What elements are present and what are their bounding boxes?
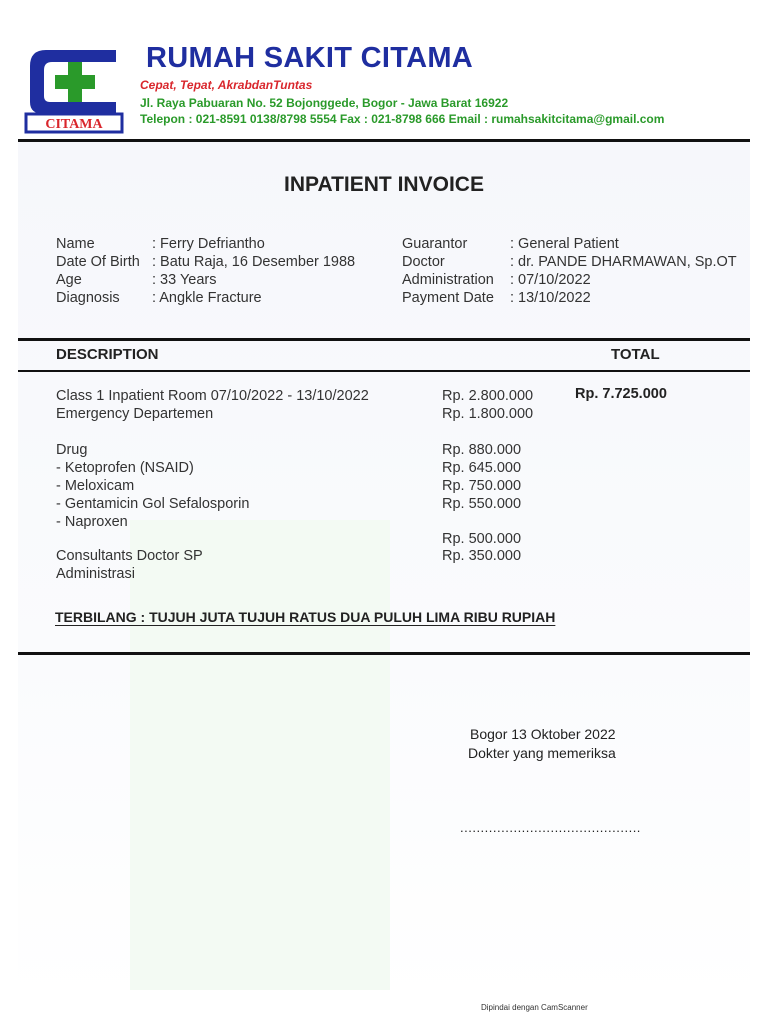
signature-place-date: Bogor 13 Oktober 2022 [470,726,616,742]
label: Payment Date [402,290,494,306]
header-divider [18,139,750,142]
hospital-name: RUMAH SAKIT CITAMA [146,42,474,74]
billing-info [402,236,737,308]
logo-text: CITAMA [45,117,103,132]
item-amount: Rp. 350.000 [442,548,522,564]
label: Date Of Birth [56,254,140,270]
patient-name-row [56,236,355,254]
doctor-row [402,254,737,272]
signature-role: Dokter yang memeriksa [468,745,616,761]
label: Age [56,272,82,288]
patient-info [56,236,355,308]
guarantor-row [402,236,737,254]
item-amount: Rp. 500.000 [442,531,522,547]
list-item: Consultants Doctor SP [56,548,203,564]
invoice-title: INPATIENT INVOICE [284,173,484,196]
patient-age: : 33 Years [152,272,217,288]
list-item: Administrasi [56,566,135,582]
label: Doctor [402,254,445,270]
hospital-tagline: Cepat, Tepat, AkrabdanTuntas [140,78,313,92]
scan-watermark-shade [130,520,390,990]
table-bottom-divider [18,652,750,655]
administration-row [402,272,737,290]
list-item: - Meloxicam [56,478,135,494]
item-amount: Rp. 2.800.000 [442,388,534,404]
label: Name [56,236,95,252]
payment-date-row [402,290,737,308]
total-header: TOTAL [611,346,660,363]
grand-total: Rp. 7.725.000 [575,386,667,402]
label: Diagnosis [56,290,120,306]
list-item: - Gentamicin Gol Sefalosporin [56,496,250,512]
list-item: Drug [56,442,88,458]
payment-date: : 13/10/2022 [510,290,591,306]
hospital-contact: Telepon : 021-8591 0138/8798 5554 Fax : 021-8798 666 Email : rumahsakitcitama@gmail.com [140,112,665,126]
patient-name: : Ferry Defriantho [152,236,265,252]
table-top-divider [18,338,750,341]
list-item: Emergency Departemen [56,406,214,422]
item-amount: Rp. 750.000 [442,478,522,494]
list-item: - Naproxen [56,514,128,530]
patient-diagnosis-row [56,290,355,308]
patient-dob: : Batu Raja, 16 Desember 1988 [152,254,356,270]
scanner-footnote: Dipindai dengan CamScanner [481,1003,588,1012]
patient-age-row [56,272,355,290]
label: Administration [402,272,494,288]
doctor: : dr. PANDE DHARMAWAN, Sp.OT [510,254,737,270]
list-item: - Ketoprofen (NSAID) [56,460,194,476]
guarantor: : General Patient [510,236,619,252]
label: Guarantor [402,236,468,252]
patient-diagnosis: : Angkle Fracture [152,290,262,306]
administration-date: : 07/10/2022 [510,272,591,288]
item-amount: Rp. 880.000 [442,442,522,458]
signature-line: ............................................ [460,820,641,835]
table-header-divider [18,370,750,372]
hospital-address: Jl. Raya Pabuaran No. 52 Bojonggede, Bogor - Jawa Barat 16922 [140,96,509,110]
description-header: DESCRIPTION [56,346,159,363]
list-item: Class 1 Inpatient Room 07/10/2022 - 13/10/2022 [56,388,369,404]
item-amount: Rp. 1.800.000 [442,406,534,422]
amount-in-words: TERBILANG : TUJUH JUTA TUJUH RATUS DUA PULUH LIMA RIBU RUPIAH [55,609,556,625]
item-amount: Rp. 645.000 [442,460,522,476]
hospital-logo [24,44,124,134]
item-amount: Rp. 550.000 [442,496,522,512]
patient-dob-row [56,254,355,272]
